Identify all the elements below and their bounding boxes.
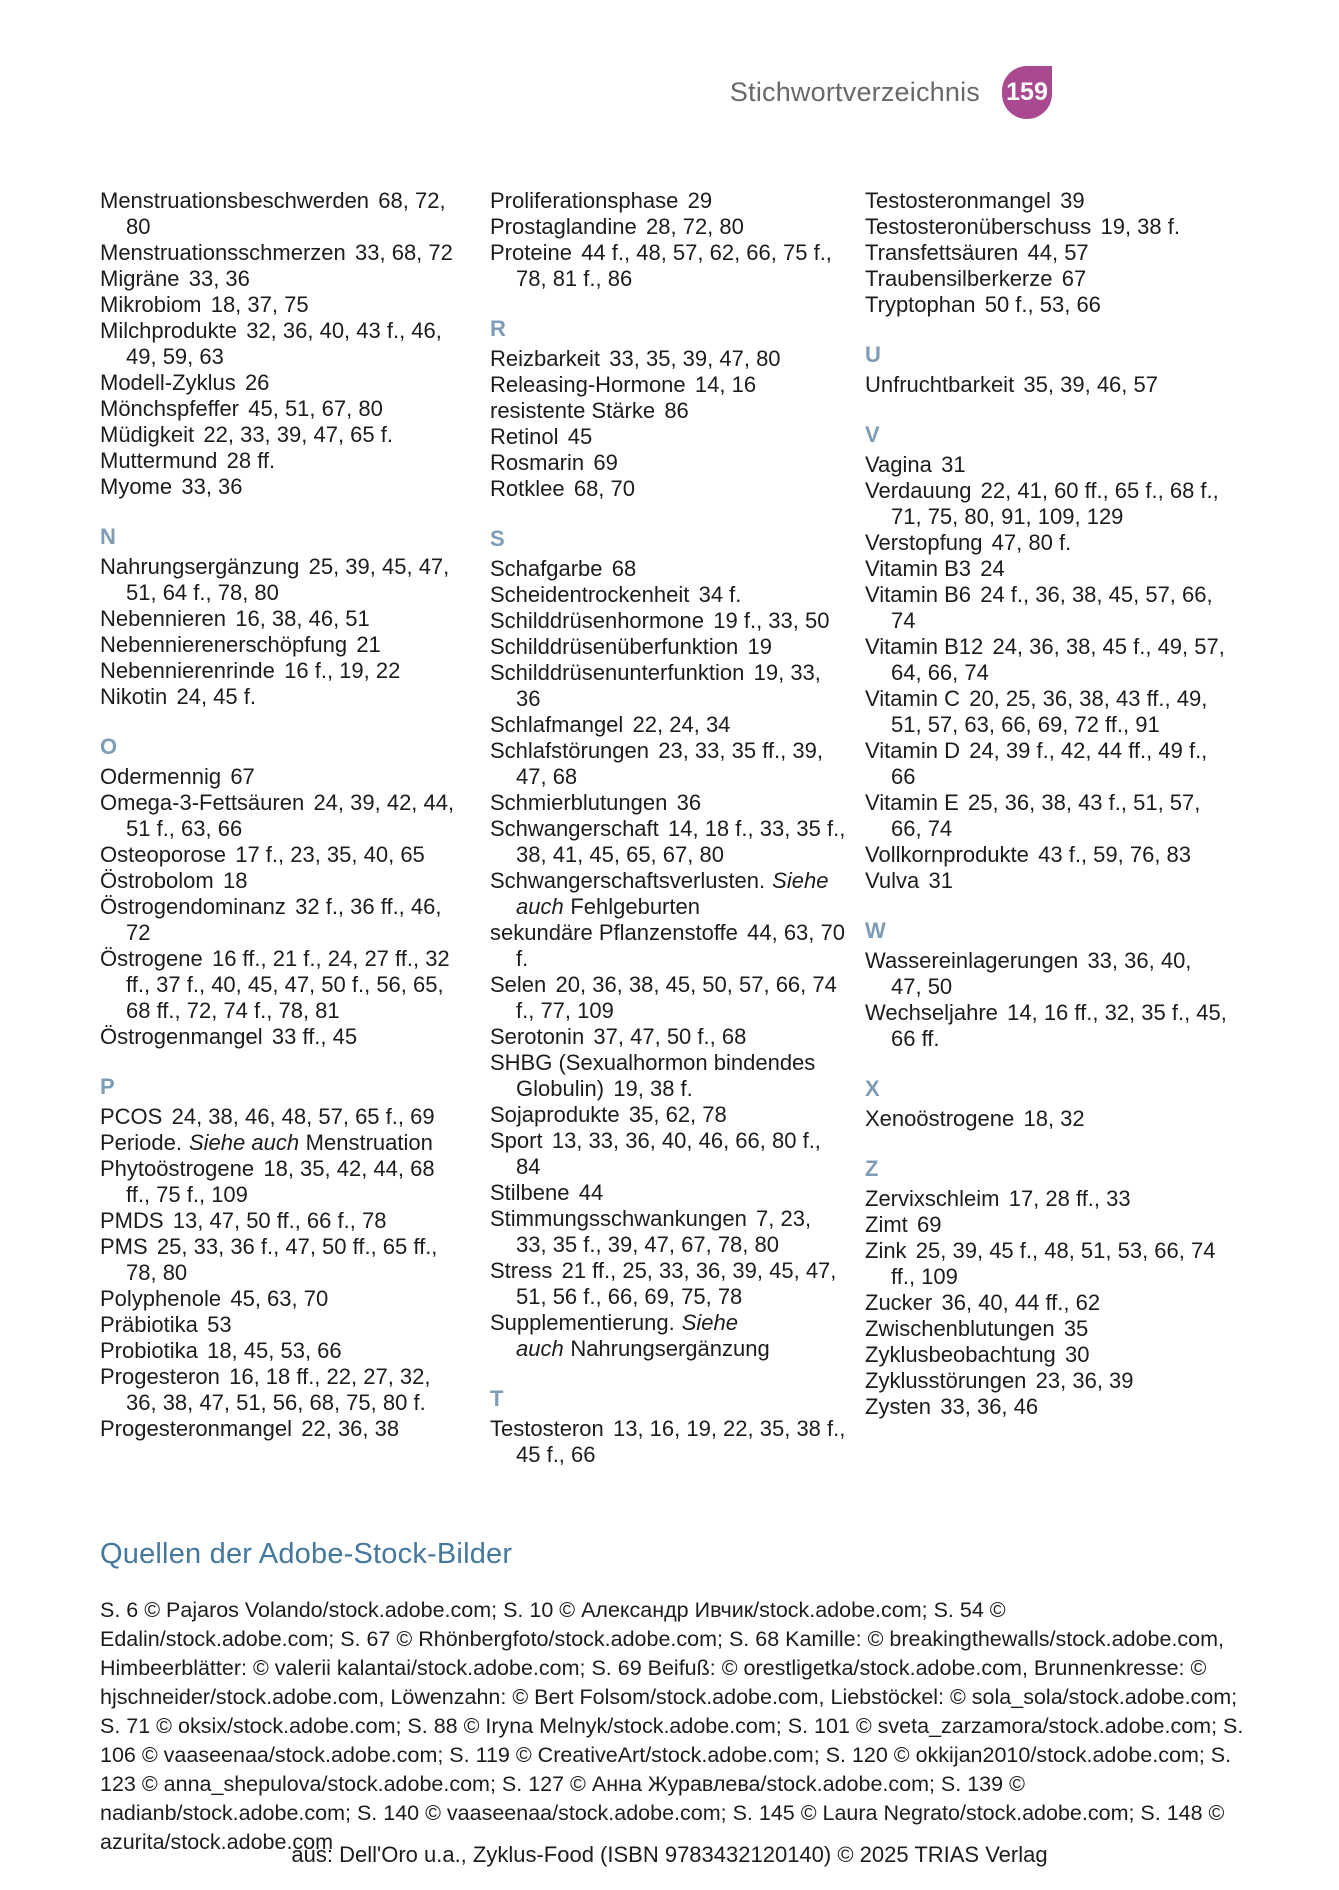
index-entry <box>490 972 846 1024</box>
index-entry <box>100 240 456 266</box>
index-entry <box>490 738 846 790</box>
section-letter: Z <box>865 1156 879 1181</box>
index-term: SHBG (Sexualhormon bindendes Globulin) <box>490 1050 816 1101</box>
index-page-numbers: 24, 39 f., 42, 44 ff., 49 f., 66 <box>891 738 1208 789</box>
see-also-label: Siehe auch <box>516 1310 738 1361</box>
index-page-numbers: 35, 39, 46, 57 <box>1023 372 1158 397</box>
index-entry <box>865 266 1227 292</box>
index-entry <box>490 660 846 712</box>
index-entry <box>100 1234 456 1286</box>
index-page-numbers: 24 f., 36, 38, 45, 57, 66, 74 <box>891 582 1213 633</box>
index-term: Releasing-Hormone <box>490 372 686 397</box>
index-term: resistente Stärke <box>490 398 656 423</box>
index-page-numbers: 24 <box>980 556 1005 581</box>
index-entry <box>490 1258 846 1310</box>
index-term: Müdigkeit <box>100 422 195 447</box>
index-page-numbers: 44, 57 <box>1027 240 1089 265</box>
index-page-numbers: 18 <box>222 868 248 893</box>
index-term: Zucker <box>865 1290 933 1315</box>
index-term: Östrogene <box>100 946 203 971</box>
index-page-numbers: 67 <box>230 764 255 789</box>
index-term: Menstruationsbeschwerden <box>100 188 370 213</box>
index-page-numbers: 37, 47, 50 f., 68 <box>593 1024 747 1049</box>
index-term: Zink <box>865 1238 907 1263</box>
section-letter: V <box>865 422 880 447</box>
index-entry <box>865 1342 1227 1368</box>
index-term: Testosteronmangel <box>865 188 1051 213</box>
index-term: Sport <box>490 1128 543 1153</box>
section-letter: W <box>865 918 886 943</box>
index-entry <box>490 634 846 660</box>
index-page-numbers: 33, 35, 39, 47, 80 <box>609 346 781 371</box>
index-term: Progesteron <box>100 1364 220 1389</box>
index-page-numbers: 21 ff., 25, 33, 36, 39, 45, 47, 51, 56 f., 66, 69, 75, 78 <box>516 1258 837 1309</box>
index-page-numbers: 67 <box>1061 266 1087 291</box>
index-page-numbers: 32, 36, 40, 43 f., 46, 49, 59, 63 <box>126 318 442 369</box>
index-page-numbers: 32 f., 36 ff., 46, 72 <box>126 894 442 945</box>
index-term: Omega-3-Fettsäuren <box>100 790 305 815</box>
index-entry <box>100 1312 456 1338</box>
index-term: PMS <box>100 1234 148 1259</box>
index-entry <box>100 842 456 868</box>
index-entry <box>490 868 846 920</box>
index-entry <box>490 346 846 372</box>
index-entry <box>865 1368 1227 1394</box>
index-entry <box>865 1290 1227 1316</box>
index-term: Schmierblutungen <box>490 790 668 815</box>
index-entry <box>100 292 456 318</box>
index-entry <box>490 1180 846 1206</box>
index-term: Migräne <box>100 266 180 291</box>
index-entry <box>865 738 1227 790</box>
index-entry <box>490 1128 846 1180</box>
index-page-numbers: 36 <box>676 790 702 815</box>
index-entry <box>490 372 846 398</box>
index-entry <box>490 188 846 214</box>
see-also-target: Menstruation <box>305 1130 433 1155</box>
index-term: Probiotika <box>100 1338 198 1363</box>
index-term: Zysten <box>865 1394 932 1419</box>
index-term: Proteine <box>490 240 572 265</box>
index-term: Vagina <box>865 452 932 477</box>
index-page-numbers: 33, 36, 46 <box>940 1394 1039 1419</box>
index-entry <box>865 530 1227 556</box>
index-entry <box>865 452 1227 478</box>
index-entry <box>490 476 846 502</box>
index-page-numbers: 44 <box>578 1180 604 1205</box>
section-letter: O <box>100 734 118 759</box>
index-term: sekundäre Pflanzenstoffe <box>490 920 738 945</box>
index-entry <box>100 946 456 1024</box>
index-term: Zyklusbeobachtung <box>865 1342 1056 1367</box>
index-term: Zyklusstörungen <box>865 1368 1027 1393</box>
index-page-numbers: 45 <box>567 424 593 449</box>
index-term: Reizbarkeit <box>490 346 601 371</box>
index-term: Schilddrüsenunterfunktion <box>490 660 745 685</box>
index-entry <box>100 318 456 370</box>
index-term: Rosmarin <box>490 450 585 475</box>
index-term: Supplementierung. <box>490 1310 675 1335</box>
page-number-badge: 159 <box>1002 66 1052 119</box>
index-term: Stimmungsschwankungen <box>490 1206 747 1231</box>
index-term: Zimt <box>865 1212 908 1237</box>
see-also-label: Siehe auch <box>188 1130 300 1155</box>
index-entry <box>490 608 846 634</box>
index-page-numbers: 18, 32 <box>1023 1106 1085 1131</box>
index-page-numbers: 53 <box>207 1312 232 1337</box>
index-entry <box>100 1416 456 1442</box>
index-term: Schilddrüsenüberfunktion <box>490 634 739 659</box>
index-term: Zervixschleim <box>865 1186 1000 1211</box>
index-page-numbers: 24, 45 f. <box>176 684 256 709</box>
index-term: Schlafstörungen <box>490 738 649 763</box>
index-entry <box>865 868 1227 894</box>
index-page-numbers: 43 f., 59, 76, 83 <box>1038 842 1192 867</box>
index-page-numbers: 33, 68, 72 <box>355 240 453 265</box>
index-page-numbers: 19, 38 f. <box>1100 214 1180 239</box>
index-page-numbers: 14, 16 <box>694 372 757 397</box>
index-page-numbers: 17, 28 ff., 33 <box>1008 1186 1131 1211</box>
index-entry <box>100 868 456 894</box>
index-term: Nebennieren <box>100 606 226 631</box>
index-entry <box>490 1024 846 1050</box>
index-entry <box>865 634 1227 686</box>
index-page-numbers: 50 f., 53, 66 <box>984 292 1101 317</box>
section-letter: U <box>865 342 881 367</box>
index-entry <box>490 1416 846 1468</box>
index-term: Schlafmangel <box>490 712 624 737</box>
index-entry <box>100 606 456 632</box>
index-entry <box>490 712 846 738</box>
index-entry <box>490 1102 846 1128</box>
index-term: Odermennig <box>100 764 222 789</box>
index-entry <box>490 450 846 476</box>
index-term: Schwangerschaftsverlusten. <box>490 868 766 893</box>
index-term: Proliferationsphase <box>490 188 679 213</box>
index-term: Vulva <box>865 868 920 893</box>
index-entry <box>100 422 456 448</box>
index-page-numbers: 24, 36, 38, 45 f., 49, 57, 64, 66, 74 <box>891 634 1225 685</box>
index-term: Modell-Zyklus <box>100 370 236 395</box>
index-page-numbers: 35 <box>1063 1316 1089 1341</box>
index-term: Osteoporose <box>100 842 226 867</box>
index-page-numbers: 19, 33, 36 <box>516 660 821 711</box>
index-term: Menstruationsschmerzen <box>100 240 346 265</box>
index-page-numbers: 14, 18 f., 33, 35 f., 38, 41, 45, 65, 67, 80 <box>516 816 846 867</box>
index-entry <box>490 214 846 240</box>
index-term: Tryptophan <box>865 292 976 317</box>
index-page-numbers: 36, 40, 44 ff., 62 <box>941 1290 1101 1315</box>
index-term: Muttermund <box>100 448 218 473</box>
index-term: Vitamin B6 <box>865 582 971 607</box>
index-term: Sojaprodukte <box>490 1102 620 1127</box>
index-term: Periode. <box>100 1130 182 1155</box>
index-term: Verstopfung <box>865 530 983 555</box>
section-letter: S <box>490 526 505 551</box>
index-column <box>865 188 1227 1420</box>
see-also-label: Siehe auch <box>516 868 829 919</box>
index-entry <box>865 842 1227 868</box>
index-term: Vitamin B12 <box>865 634 984 659</box>
index-page-numbers: 69 <box>917 1212 942 1237</box>
index-page-numbers: 16, 18 ff., 22, 27, 32, 36, 38, 47, 51, 56, 68, 75, 80 f. <box>126 1364 431 1415</box>
index-entry <box>865 478 1227 530</box>
section-letter: N <box>100 524 116 549</box>
index-page-numbers: 31 <box>928 868 953 893</box>
index-entry <box>490 1310 846 1362</box>
index-page-numbers: 13, 33, 36, 40, 46, 66, 80 f., 84 <box>516 1128 821 1179</box>
index-term: Retinol <box>490 424 559 449</box>
section-letter: T <box>490 1386 504 1411</box>
index-column <box>490 188 846 1468</box>
index-entry <box>865 1000 1227 1052</box>
index-page-numbers: 19, 38 f. <box>613 1076 693 1101</box>
index-page-numbers: 22, 24, 34 <box>632 712 731 737</box>
index-term: Scheidentrockenheit <box>490 582 690 607</box>
index-term: Prostaglandine <box>490 214 637 239</box>
page-title: Stichwortverzeichnis <box>729 77 980 107</box>
index-term: Unfruchtbarkeit <box>865 372 1015 397</box>
sources-heading: Quellen der Adobe-Stock-Bilder <box>100 1538 513 1570</box>
index-term: Verdauung <box>865 478 972 503</box>
index-entry <box>865 1316 1227 1342</box>
index-entry <box>100 1024 456 1050</box>
index-entry <box>490 790 846 816</box>
index-entry <box>865 948 1227 1000</box>
index-term: Schwangerschaft <box>490 816 659 841</box>
index-term: Vitamin D <box>865 738 960 763</box>
index-term: Transfettsäuren <box>865 240 1019 265</box>
index-page-numbers: 23, 36, 39 <box>1035 1368 1134 1393</box>
index-entry <box>100 188 456 240</box>
index-entry <box>490 582 846 608</box>
index-term: Testosteron <box>490 1416 604 1441</box>
index-entry <box>100 554 456 606</box>
index-page-numbers: 26 <box>244 370 270 395</box>
index-page-numbers: 25, 36, 38, 43 f., 51, 57, 66, 74 <box>891 790 1201 841</box>
index-entry <box>100 1156 456 1208</box>
index-entry <box>865 214 1227 240</box>
index-page-numbers: 22, 33, 39, 47, 65 f. <box>203 422 393 447</box>
footer-credit: aus: Dell'Oro u.a., Zyklus-Food (ISBN 9783432120140) © 2025 TRIAS Verlag <box>291 1842 1048 1867</box>
index-term: PMDS <box>100 1208 164 1233</box>
index-page-numbers: 68, 72, 80 <box>126 188 446 239</box>
index-page-numbers: 18, 35, 42, 44, 68 ff., 75 f., 109 <box>126 1156 435 1207</box>
index-page-numbers: 20, 36, 38, 45, 50, 57, 66, 74 f., 77, 109 <box>516 972 837 1023</box>
index-page-numbers: 33, 36 <box>188 266 250 291</box>
index-entry <box>100 658 456 684</box>
index-entry <box>865 790 1227 842</box>
see-also-target: Fehlgeburten <box>570 894 700 919</box>
index-entry <box>100 894 456 946</box>
index-entry <box>100 266 456 292</box>
index-entry <box>865 1238 1227 1290</box>
index-entry <box>865 188 1227 214</box>
index-entry <box>865 1186 1227 1212</box>
sources-text: S. 6 © Pajaros Volando/stock.adobe.com; S. 10 © Александр Ивчик/stock.adobe.com; S. 54 © Edalin/stock.adobe.com; S. 67 © Rhönbergfoto/stock.adobe.com; S. 68 Kamille: © breakingthewalls/stock.adobe.com, Himbeerblätter: © valerii kalantai/stock.adobe.com; S. 69 Beifuß: © orestligetka/stock.adobe.com, Brunnenkresse: © hjschneider/stock.adobe.com, Löwenzahn: © Bert Folsom/stock.adobe.com, Liebstöckel: © sola_sola/stock.adobe.com; S. 71 © oksix/stock.adobe.com; S. 88 © Iryna Melnyk/stock.adobe.com; S. 101 © sveta_zarzamora/stock.adobe.com; S. 106 © vaaseenaa/stock.adobe.com; S. 119 © CreativeArt/stock.adobe.com; S. 120 © okkijan2010/stock.adobe.com; S. 123 © anna_shepulova/stock.adobe.com; S. 127 © Анна Журавлева/stock.adobe.com; S. 139 © nadianb/stock.adobe.com; S. 140 © vaaseenaa/stock.adobe.com; S. 145 © Laura Negrato/stock.adobe.com; S. 148 © azurita/stock.adobe.com <box>100 1598 1244 1854</box>
index-term: Rotklee <box>490 476 565 501</box>
index-page-numbers: 19 f., 33, 50 <box>713 608 830 633</box>
index-entry <box>865 372 1227 398</box>
index-term: Vitamin C <box>865 686 960 711</box>
index-term: Serotonin <box>490 1024 585 1049</box>
index-page-numbers: 19 <box>747 634 772 659</box>
index-entry <box>100 764 456 790</box>
index-page-numbers: 44 f., 48, 57, 62, 66, 75 f., 78, 81 f., 86 <box>516 240 832 291</box>
index-term: Myome <box>100 474 173 499</box>
index-entry <box>490 424 846 450</box>
index-entry <box>100 1130 456 1156</box>
index-term: Vollkornprodukte <box>865 842 1029 867</box>
index-page-numbers: 47, 80 f. <box>991 530 1072 555</box>
index-page-numbers: 16 ff., 21 f., 24, 27 ff., 32 ff., 37 f., 40, 45, 47, 50 f., 56, 65, 68 ff., 72, 74 f., 78, 81 <box>126 946 450 1023</box>
index-term: Stress <box>490 1258 553 1283</box>
index-entry <box>100 684 456 710</box>
page-header <box>0 66 1052 119</box>
index-term: Östrogendominanz <box>100 894 286 919</box>
index-term: Nahrungsergänzung <box>100 554 300 579</box>
index-page-numbers: 45, 63, 70 <box>230 1286 329 1311</box>
index-page-numbers: 33 ff., 45 <box>271 1024 358 1049</box>
index-term: Traubensilberkerze <box>865 266 1053 291</box>
index-term: Präbiotika <box>100 1312 198 1337</box>
index-entry <box>865 582 1227 634</box>
index-page-numbers: 68 <box>611 556 637 581</box>
sources-section <box>100 1538 1245 1857</box>
index-page-numbers: 68, 70 <box>573 476 635 501</box>
index-page-numbers: 24, 38, 46, 48, 57, 65 f., 69 <box>171 1104 435 1129</box>
index-column <box>100 188 456 1442</box>
index-term: Zwischenblutungen <box>865 1316 1055 1341</box>
index-page-numbers: 44, 63, 70 f. <box>516 920 845 971</box>
index-page-numbers: 30 <box>1065 1342 1090 1367</box>
index-term: Testosteronüberschuss <box>865 214 1092 239</box>
index-entry <box>490 816 846 868</box>
index-term: Wechseljahre <box>865 1000 998 1025</box>
index-page-numbers: 33, 36, 40, 47, 50 <box>891 948 1192 999</box>
index-entry <box>490 556 846 582</box>
index-term: Vitamin B3 <box>865 556 971 581</box>
index-entry <box>865 292 1227 318</box>
index-entry <box>100 1104 456 1130</box>
index-entry <box>100 448 456 474</box>
index-term: Selen <box>490 972 547 997</box>
index-entry <box>490 1206 846 1258</box>
index-page-numbers: 45, 51, 67, 80 <box>248 396 383 421</box>
index-page-numbers: 33, 36 <box>181 474 243 499</box>
index-entry <box>100 396 456 422</box>
see-also-target: Nahrungsergänzung <box>570 1336 770 1361</box>
index-page-numbers: 7, 23, 33, 35 f., 39, 47, 67, 78, 80 <box>516 1206 812 1257</box>
index-term: Nebennierenrinde <box>100 658 275 683</box>
index-page-numbers: 34 f. <box>698 582 742 607</box>
index-page-numbers: 20, 25, 36, 38, 43 ff., 49, 51, 57, 63, 66, 69, 72 ff., 91 <box>891 686 1208 737</box>
index-term: Östrobolom <box>100 868 214 893</box>
index-term: Progesteronmangel <box>100 1416 293 1441</box>
index-page-numbers: 39 <box>1060 188 1085 213</box>
index-entry <box>100 1286 456 1312</box>
index-page-numbers: 31 <box>941 452 966 477</box>
index-entry <box>100 474 456 500</box>
index-entry <box>865 240 1227 266</box>
index-entry <box>100 370 456 396</box>
index-page-numbers: 21 <box>356 632 381 657</box>
index-page-numbers: 29 <box>687 188 713 213</box>
index-page-numbers: 13, 16, 19, 22, 35, 38 f., 45 f., 66 <box>516 1416 846 1467</box>
index-entry <box>865 1212 1227 1238</box>
index-page-numbers: 18, 45, 53, 66 <box>207 1338 342 1363</box>
index-term: Mönchspfeffer <box>100 396 240 421</box>
index-page-numbers: 14, 16 ff., 32, 35 f., 45, 66 ff. <box>891 1000 1227 1051</box>
index-page-numbers: 16, 38, 46, 51 <box>235 606 370 631</box>
index-entry <box>100 1208 456 1234</box>
index-entry <box>865 556 1227 582</box>
index-page-numbers: 28, 72, 80 <box>646 214 744 239</box>
index-entry <box>100 790 456 842</box>
index-page-numbers: 22, 36, 38 <box>301 1416 400 1441</box>
index-entry <box>865 1394 1227 1420</box>
index-page-numbers: 25, 33, 36 f., 47, 50 ff., 65 ff., 78, 80 <box>126 1234 438 1285</box>
index-page-numbers: 22, 41, 60 ff., 65 f., 68 f., 71, 75, 80, 91, 109, 129 <box>891 478 1219 529</box>
index-entry <box>100 1364 456 1416</box>
index-term: Schafgarbe <box>490 556 603 581</box>
index-page-numbers: 16 f., 19, 22 <box>284 658 401 683</box>
index-term: Vitamin E <box>865 790 959 815</box>
index-term: Schilddrüsenhormone <box>490 608 705 633</box>
index-page-numbers: 35, 62, 78 <box>628 1102 727 1127</box>
index-term: Stilbene <box>490 1180 570 1205</box>
index-entry <box>490 1050 846 1102</box>
section-letter: X <box>865 1076 880 1101</box>
index-term: Phytoöstrogene <box>100 1156 255 1181</box>
section-letter: P <box>100 1074 115 1099</box>
index-term: PCOS <box>100 1104 163 1129</box>
index-entry <box>490 398 846 424</box>
index-entry <box>490 920 846 972</box>
index-entry <box>490 240 846 292</box>
index-page-numbers: 25, 39, 45 f., 48, 51, 53, 66, 74 ff., 109 <box>891 1238 1216 1289</box>
index-term: Milchprodukte <box>100 318 237 343</box>
footer <box>0 1842 1339 1868</box>
index-page-numbers: 28 ff. <box>226 448 276 473</box>
index-term: Östrogenmangel <box>100 1024 263 1049</box>
index-page-numbers: 86 <box>664 398 689 423</box>
index-term: Nebennierenerschöpfung <box>100 632 348 657</box>
index-term: Polyphenole <box>100 1286 222 1311</box>
index-entry <box>865 686 1227 738</box>
index-term: Mikrobiom <box>100 292 202 317</box>
index-page-numbers: 18, 37, 75 <box>210 292 309 317</box>
index-entry <box>100 1338 456 1364</box>
index-page-numbers: 69 <box>593 450 618 475</box>
index-page-numbers: 25, 39, 45, 47, 51, 64 f., 78, 80 <box>126 554 450 605</box>
section-letter: R <box>490 316 506 341</box>
index-entry <box>865 1106 1227 1132</box>
index-term: Wassereinlagerungen <box>865 948 1079 973</box>
index-term: Xenoöstrogene <box>865 1106 1015 1131</box>
index-page-numbers: 13, 47, 50 ff., 66 f., 78 <box>172 1208 387 1233</box>
index-page-numbers: 23, 33, 35 ff., 39, 47, 68 <box>516 738 823 789</box>
index-entry <box>100 632 456 658</box>
index-page-numbers: 24, 39, 42, 44, 51 f., 63, 66 <box>126 790 455 841</box>
index-term: Nikotin <box>100 684 168 709</box>
index-page-numbers: 17 f., 23, 35, 40, 65 <box>235 842 425 867</box>
